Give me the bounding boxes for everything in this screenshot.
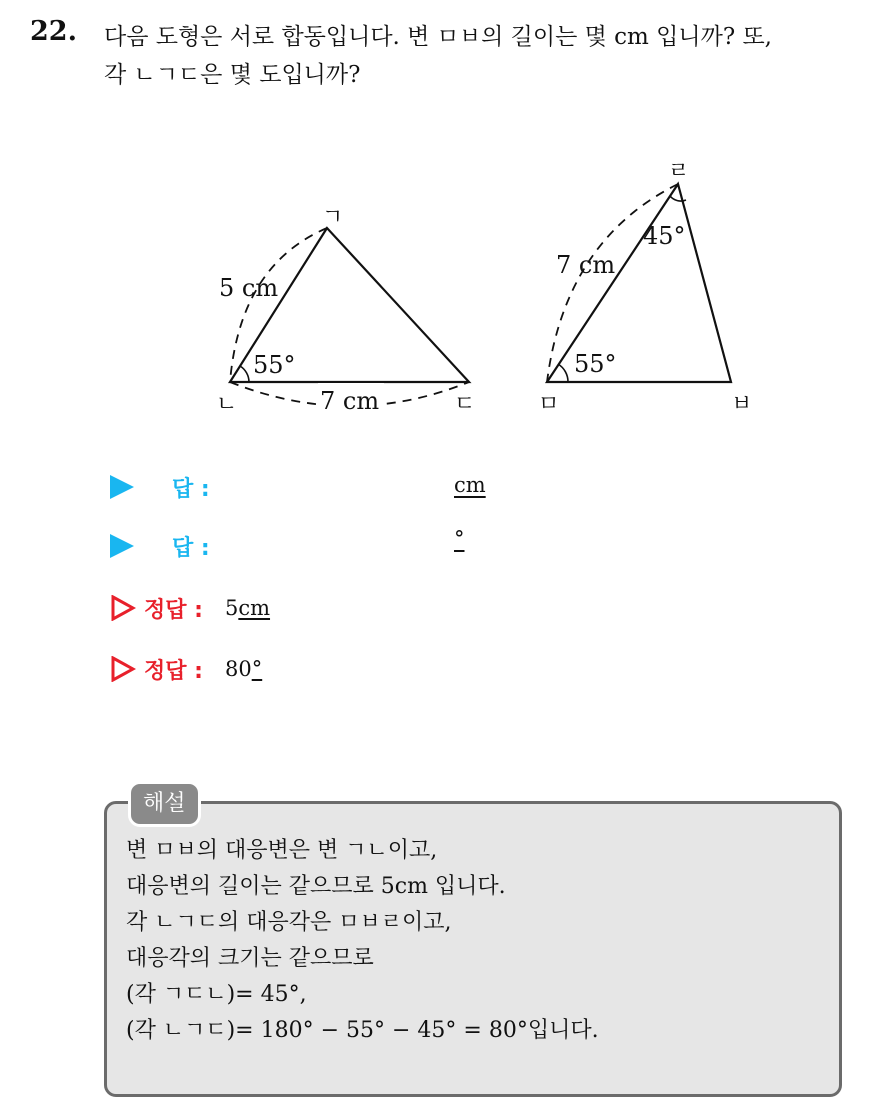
correct-value-unit: °: [251, 657, 263, 681]
question-text-line-1: 다음 도형은 서로 합동입니다. 변 ㅁㅂ의 길이는 몇 cm 입니까? 또,: [104, 24, 772, 50]
question-text-line-2: 각 ㄴㄱㄷ은 몇 도입니까?: [104, 62, 361, 88]
explanation-line: 대응변의 길이는 같으므로 5cm 입니다.: [126, 874, 506, 899]
correct-answer-value: [225, 657, 262, 681]
correct-marker-icon: [110, 595, 136, 621]
left-triangle: [216, 205, 475, 417]
vertex-label-mieum: ㅁ: [538, 392, 560, 417]
correct-answer-label: 정답 :: [144, 658, 203, 684]
correct-marker-icon: [110, 656, 136, 682]
angle-label-45-top: 45°: [643, 222, 686, 250]
explanation-tag: 해설: [128, 781, 201, 827]
vertex-label-nieun: ㄴ: [216, 392, 238, 417]
explanation-line: (각 ㄱㄷㄴ)= 45°,: [126, 982, 307, 1007]
vertex-label-bieup: ㅂ: [731, 392, 753, 417]
question-number: 22.: [30, 16, 77, 47]
side-label-7cm: 7 cm: [320, 387, 380, 415]
explanation-text: [126, 833, 599, 1049]
answer-row-2: [110, 529, 210, 563]
correct-value-number: 80: [224, 657, 252, 681]
explanation-line: (각 ㄴㄱㄷ)= 180° − 55° − 45° = 80°입니다.: [126, 1018, 599, 1043]
correct-answer-value: [225, 596, 270, 620]
vertex-label-giyeok: ㄱ: [322, 205, 344, 230]
correct-answer-label: 정답 :: [144, 597, 203, 623]
answer-unit-degree: °: [454, 527, 465, 551]
correct-value-unit: cm: [238, 596, 271, 620]
correct-answer-row-1: [110, 591, 270, 625]
angle-arc-55-right: [558, 364, 568, 382]
answer-marker-icon: [110, 475, 134, 499]
right-triangle: [538, 159, 752, 417]
angle-label-55-right: 55°: [574, 350, 617, 378]
congruent-triangles-figure: [0, 140, 884, 440]
answer-unit-cm: cm: [454, 473, 486, 497]
vertex-label-rieul: ㄹ: [668, 159, 690, 184]
answer-marker-icon: [110, 534, 134, 558]
side-label-7cm-right: 7 cm: [556, 251, 616, 279]
explanation-line: 각 ㄴㄱㄷ의 대응각은 ㅁㅂㄹ이고,: [126, 910, 452, 935]
side-label-5cm: 5 cm: [219, 274, 279, 302]
explanation-line: 변 ㅁㅂ의 대응변은 변 ㄱㄴ이고,: [126, 838, 438, 863]
angle-label-55-left: 55°: [253, 351, 296, 379]
answer-row-1: [110, 470, 210, 504]
answer-label: 답 :: [172, 535, 210, 561]
answer-label: 답 :: [172, 476, 210, 502]
angle-arc-45-top: [670, 196, 686, 201]
correct-value-number: 5: [224, 596, 239, 620]
angle-arc-55-left: [240, 366, 249, 382]
vertex-label-digeut: ㄷ: [454, 392, 476, 417]
correct-answer-row-2: [110, 652, 262, 686]
explanation-line: 대응각의 크기는 같으므로: [126, 946, 374, 971]
